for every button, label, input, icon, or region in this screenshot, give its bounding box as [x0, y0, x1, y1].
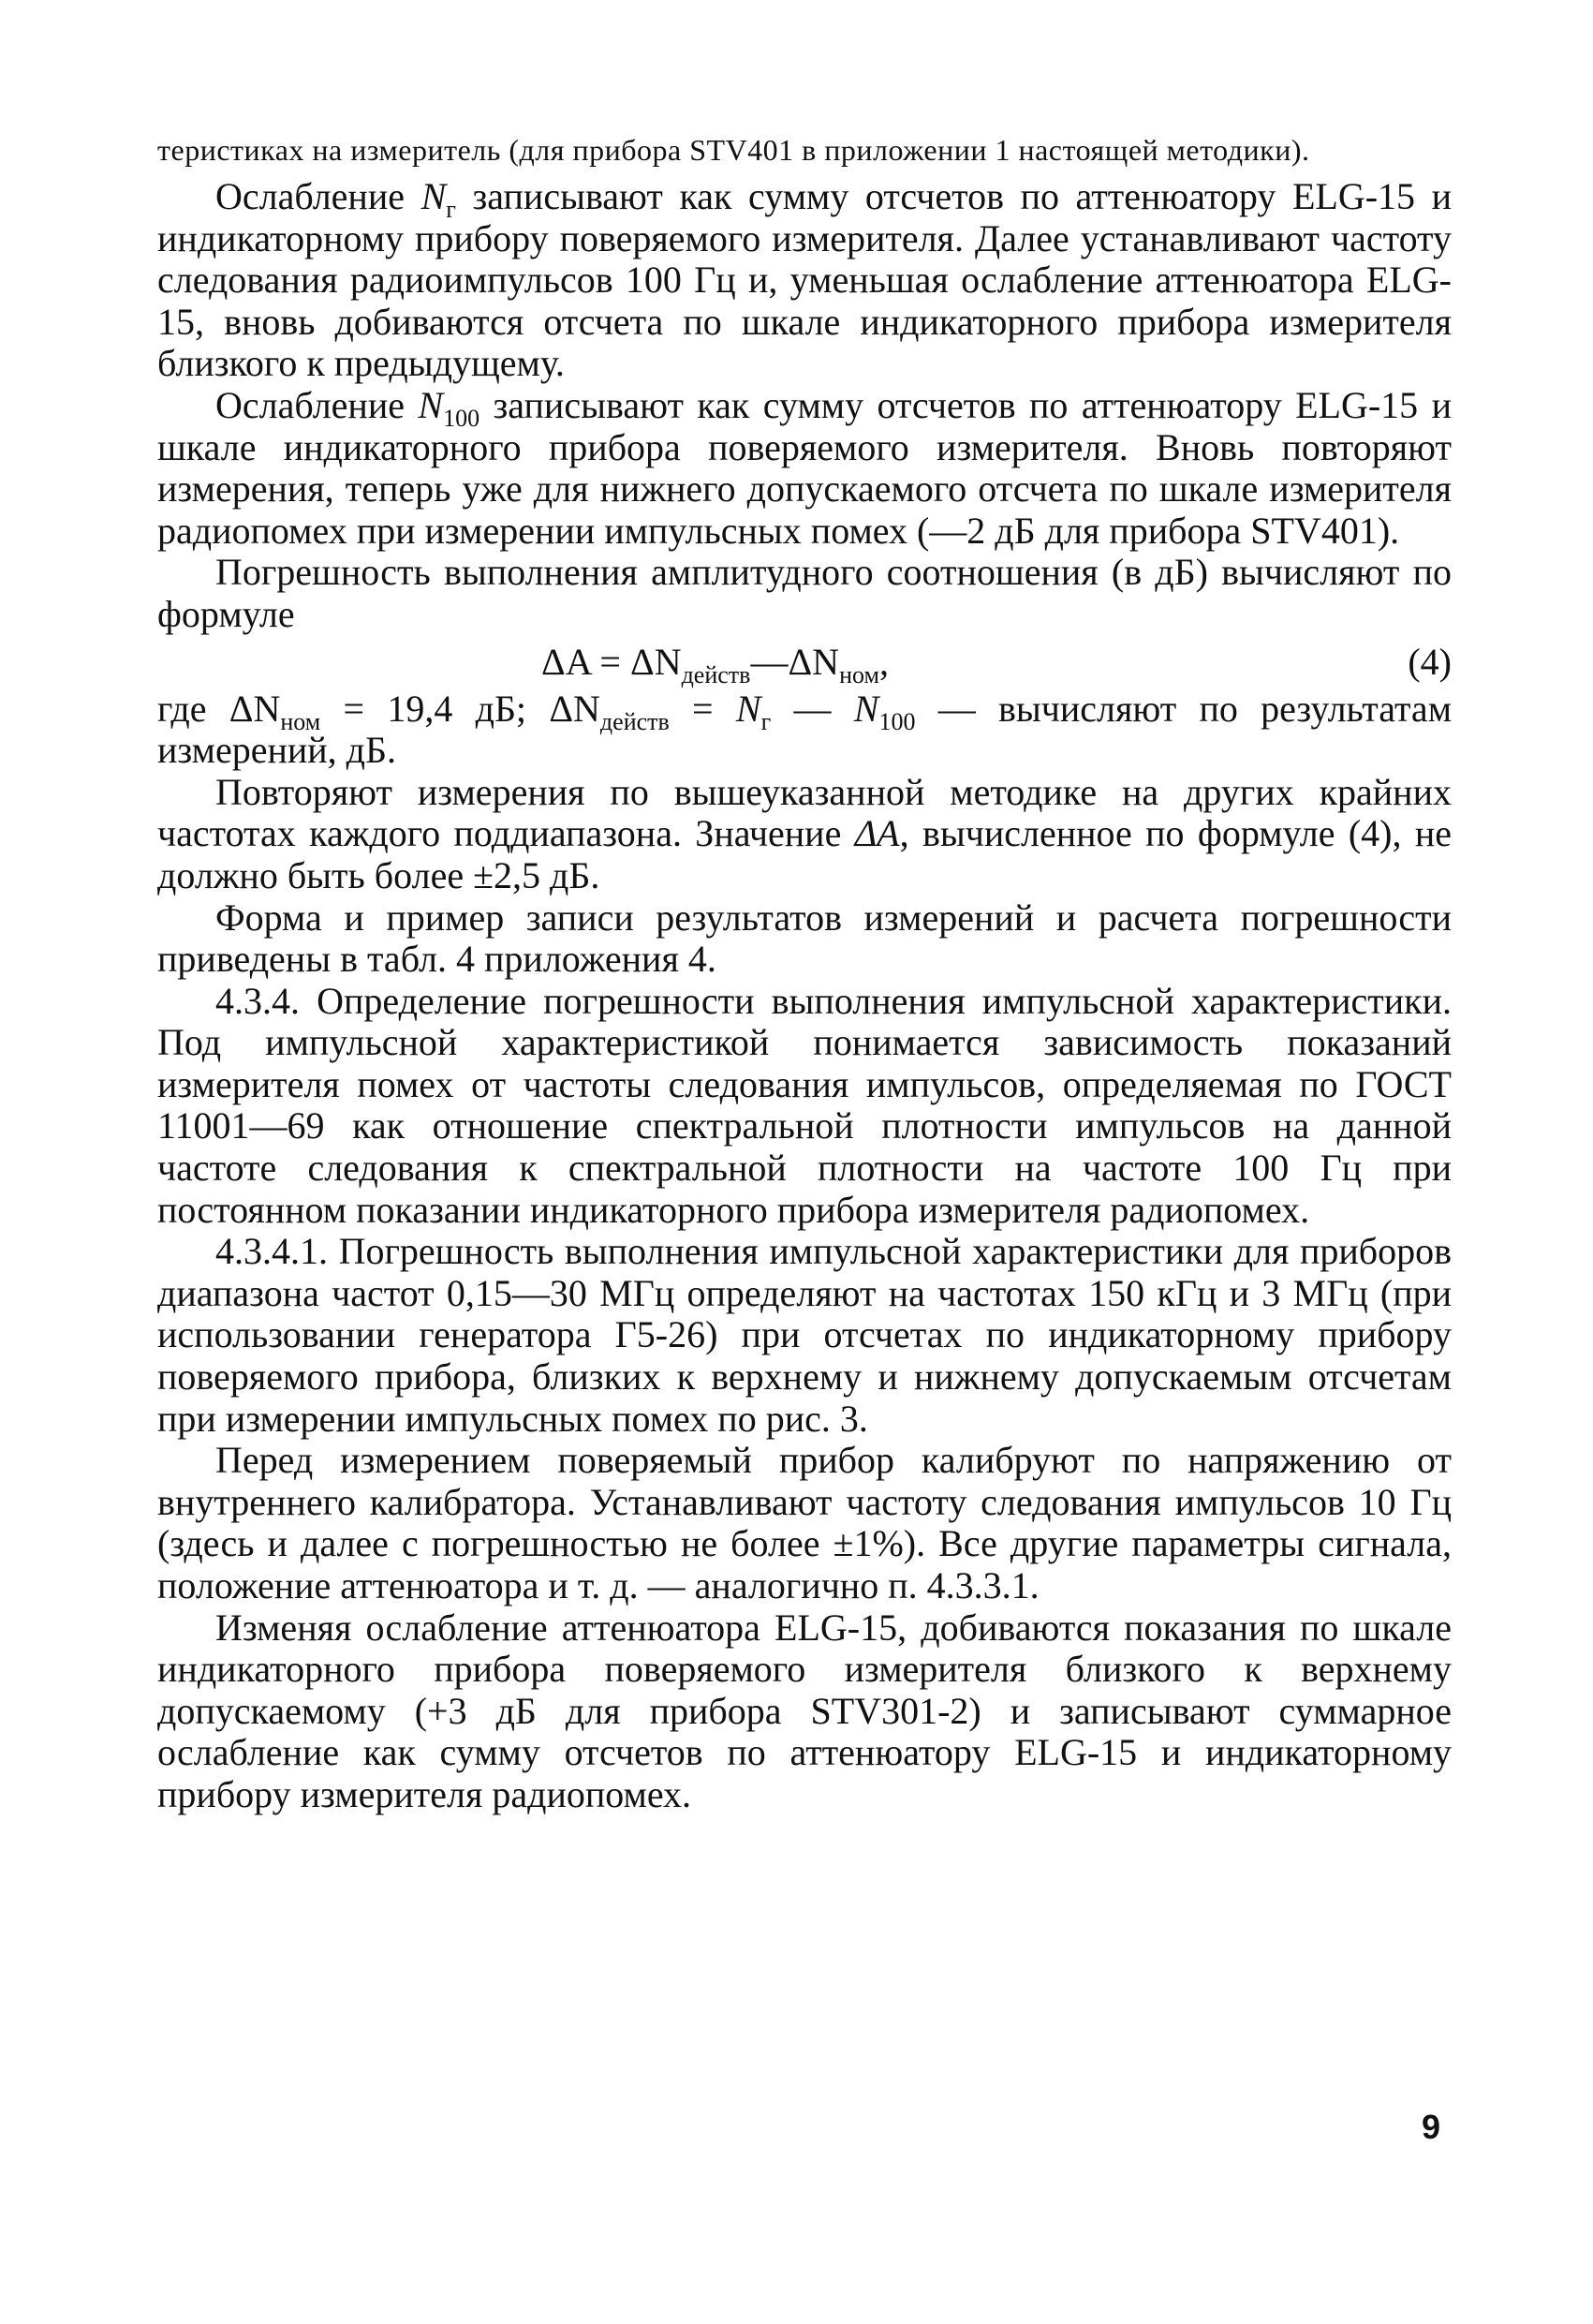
paragraph-change-attenuation: Изменяя ослабление аттенюатора ELG-15, добиваются показания по шкале индикаторного прибора поверяемого измерителя близкого к верхнему допускаемому (+3 дБ для прибора STV301-2) и записывают суммарное ослабление как сумму отсчетов по аттенюатору ELG-15 и индикаторному прибору измерителя радиопомех. — [157, 1606, 1452, 1815]
intro-paragraph: теристиках на измеритель (для прибора STV401 в приложении 1 настоящей методики). — [157, 133, 1310, 167]
paragraph-attenuation-nr: Ослабление $N_г$ записывают как сумму отсчетов по аттенюатору ELG-15 и индикаторному прибору поверяемого измерителя. Далее устанавливают частоту следования радиоимпульсов 100 Гц и, уменьшая ослабление аттенюатора ELG-15, вновь добиваются отсчета по шкале индикаторного прибора измерителя близкого к предыдущему. — [157, 175, 1452, 385]
paragraph-where: где $\Delta N_{ном} = 19,4$ дБ; $\Delta N_{действ} = N_г$ — $N_{100}$ — вычисляют по результатам измерений, дБ. — [157, 687, 1453, 772]
formula-number: (4) — [1408, 640, 1452, 683]
formula-4 — [157, 636, 1452, 688]
paragraph-formula-intro: Погрешность выполнения амплитудного соотношения (в дБ) вычисляют по формуле — [157, 551, 1452, 635]
paragraph-calibration: Перед измерением поверяемый прибор калибруют по напряжению от внутреннего калибратора. Устанавливают частоту следования импульсов 10 Гц (здесь и далее с погрешностью не более ±1%). Все другие параметры сигнала, положение аттенюатора и т. д. — аналогично п. 4.3.3.1. — [157, 1439, 1452, 1606]
page-number: 9 — [1422, 2108, 1441, 2146]
paragraph-results-form: Форма и пример записи результатов измерений и расчета погрешности приведены в табл. 4 приложения 4. — [157, 896, 1452, 981]
text-block — [157, 133, 1452, 1816]
variable-n: N — [418, 383, 444, 426]
paragraph-4-3-4-1: 4.3.4.1. Погрешность выполнения импульсной характеристики для приборов диапазона частот 0,15—30 МГц определяют на частотах 150 кГц и 3 МГц (при использовании генератора Г5-26) при отсчетах по индикаторному прибору поверяемого прибора, близких к верхнему и нижнему допускаемым отсчетам при измерении импульсных помех по рис. 3. — [157, 1230, 1452, 1440]
paragraph-repeat-measurements: Повторяют измерения по вышеуказанной методике на других крайних частотах каждого поддиапазона. Значение ΔA, вычисленное по формуле (4), не должно быть более ±2,5 дБ. — [157, 770, 1453, 896]
paragraph-attenuation-n100: Ослабление $N_{100}$ записывают как сумму отсчетов по аттенюатору ELG-15 и шкале индикаторного прибора поверяемого измерителя. Вновь повторяют измерения, теперь уже для нижнего допускаемого отсчета по шкале измерителя радиопомех при измерении импульсных помех (—2 дБ для прибора STV401). — [157, 383, 1452, 552]
paragraph-4-3-4: 4.3.4. Определение погрешности выполнения импульсной характеристики. Под импульсной характеристикой понимается зависимость показаний измерителя помех от частоты следования импульсов, определяемая по ГОСТ 11001—69 как отношение спектральной плотности импульсов на данной частоте следования к спектральной плотности на частоте 100 Гц при постоянном показании индикаторного прибора измерителя радиопомех. — [157, 979, 1452, 1231]
formula-expression: $\Delta A = \Delta N_{действ}—\Delta N_{ном}$, — [541, 640, 889, 688]
variable-n: N — [420, 175, 447, 217]
